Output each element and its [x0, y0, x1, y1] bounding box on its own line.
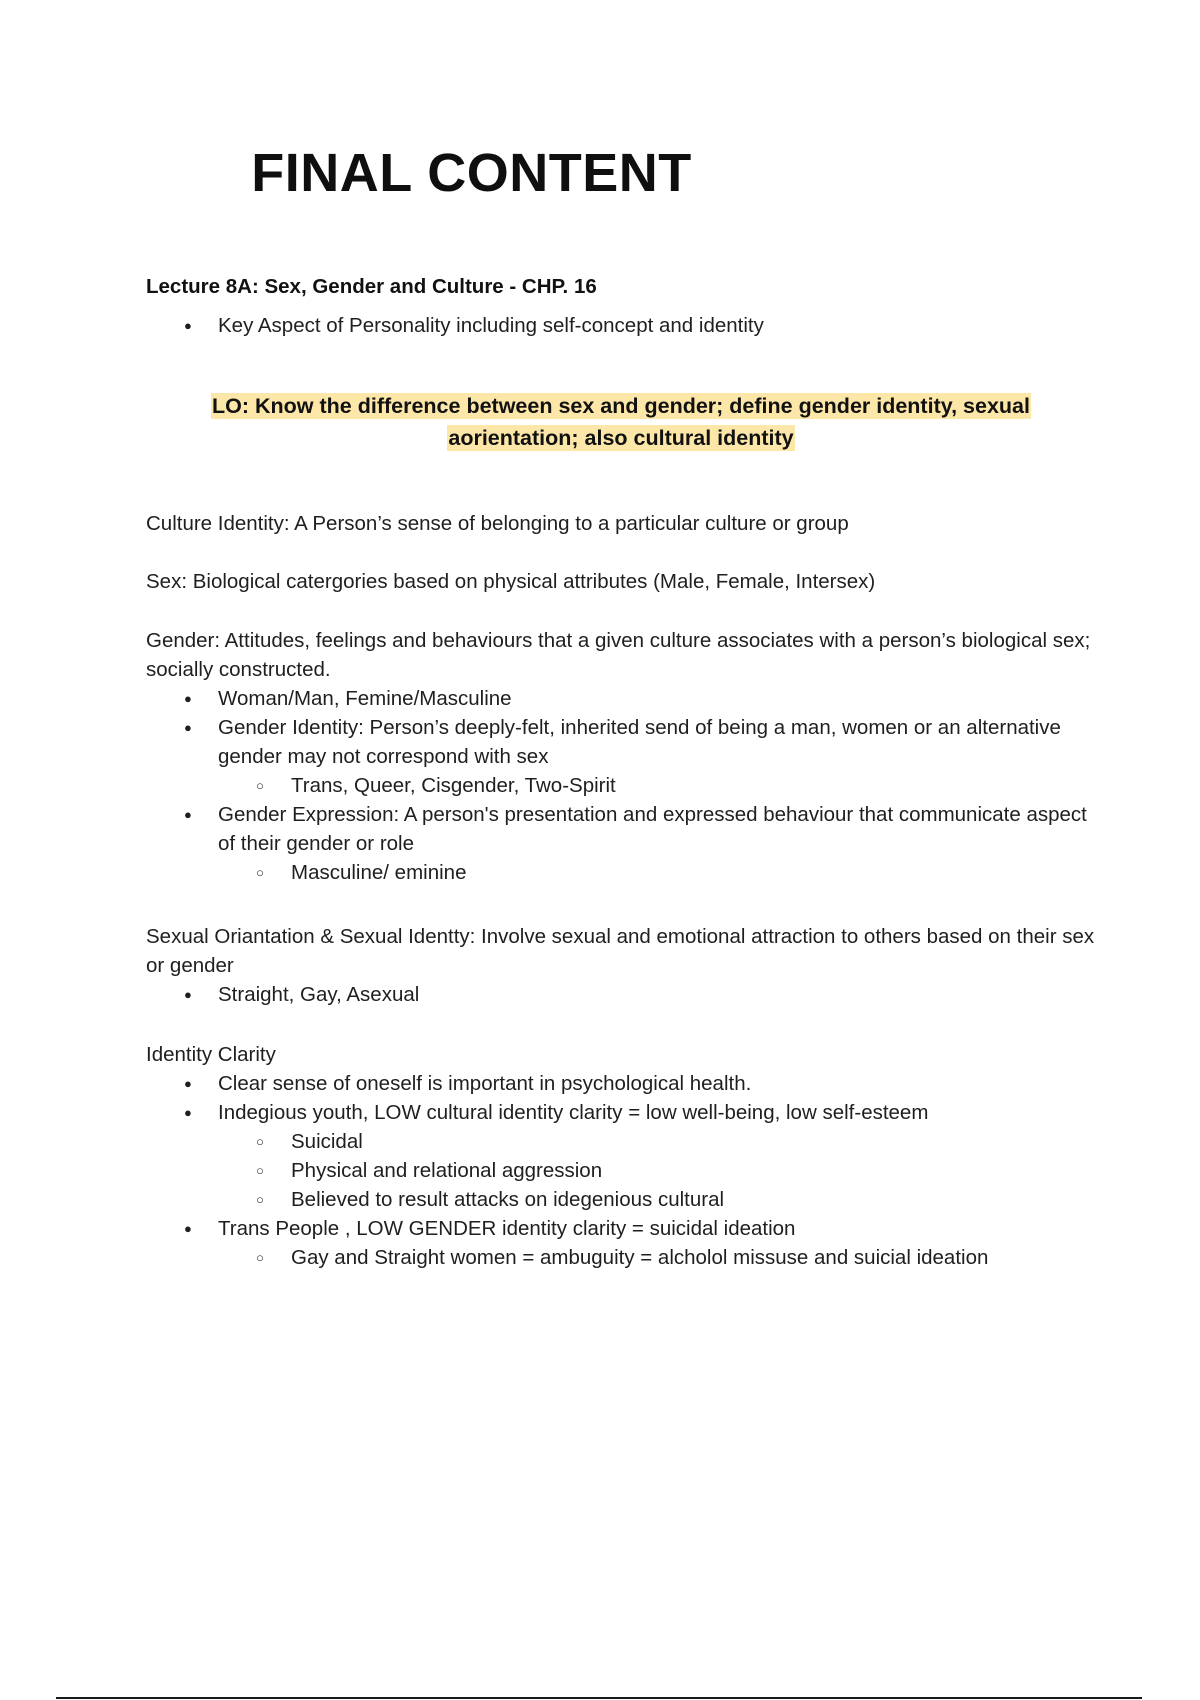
- culture-identity-definition: Culture Identity: A Person’s sense of belonging to a particular culture or group: [146, 512, 849, 535]
- sex-definition: Sex: Biological catergories based on physical attributes (Male, Female, Intersex): [146, 570, 876, 593]
- learning-objective-line2: aorientation; also cultural identity: [448, 426, 794, 450]
- bottom-divider: [56, 1697, 1142, 1699]
- list-item: ● Gender Expression: A person's presentation and expressed behaviour that communicate aspect of their gender or role: [146, 800, 1096, 858]
- page-title: FINAL CONTENT: [251, 143, 692, 203]
- sub-list-item: ○ Believed to result attacks on idegenious cultural: [146, 1185, 1096, 1214]
- list-item: ● Indegious youth, LOW cultural identity clarity = low well-being, low self-esteem: [146, 1098, 1096, 1127]
- list-item: ● Trans People , LOW GENDER identity clarity = suicidal ideation: [146, 1214, 1096, 1243]
- learning-objective: [146, 390, 1096, 454]
- gender-bullet-list: [146, 684, 1096, 887]
- sub-list-item: ○ Masculine/ eminine: [146, 858, 1096, 887]
- list-item: ● Woman/Man, Femine/Masculine: [146, 684, 1096, 713]
- identity-clarity-heading: Identity Clarity: [146, 1043, 276, 1066]
- list-item: ● Clear sense of oneself is important in psychological health.: [146, 1069, 1096, 1098]
- identity-clarity-section: [146, 1040, 1096, 1272]
- sub-list-item: ○ Suicidal: [146, 1127, 1096, 1156]
- lecture-heading: Lecture 8A: Sex, Gender and Culture - CHP. 16: [146, 275, 597, 298]
- list-item: ● Gender Identity: Person’s deeply-felt, inherited send of being a man, women or an alternative gender may not correspond with sex: [146, 713, 1096, 771]
- identity-clarity-bullet-list: [146, 1069, 1096, 1272]
- sub-list-item: ○ Gay and Straight women = ambuguity = alcholol missuse and suicial ideation: [146, 1243, 1096, 1272]
- list-item: ● Straight, Gay, Asexual: [146, 980, 1096, 1009]
- gender-section: [146, 626, 1096, 887]
- sexual-orientation-definition: Sexual Oriantation & Sexual Identty: Involve sexual and emotional attraction to others based on their sex or gender: [146, 925, 1095, 977]
- learning-objective-line1: LO: Know the difference between sex and gender; define gender identity, sexual: [212, 394, 1030, 418]
- lecture-bullet-list: [146, 311, 1096, 340]
- sub-list-item: ○ Trans, Queer, Cisgender, Two-Spirit: [146, 771, 1096, 800]
- sexual-orientation-bullet-list: [146, 980, 1096, 1009]
- gender-definition: Gender: Attitudes, feelings and behaviours that a given culture associates with a person’s biological sex; socially constructed.: [146, 629, 1091, 681]
- sub-list-item: ○ Physical and relational aggression: [146, 1156, 1096, 1185]
- sexual-orientation-section: [146, 922, 1096, 1009]
- list-item: ● Key Aspect of Personality including self-concept and identity: [146, 311, 1096, 340]
